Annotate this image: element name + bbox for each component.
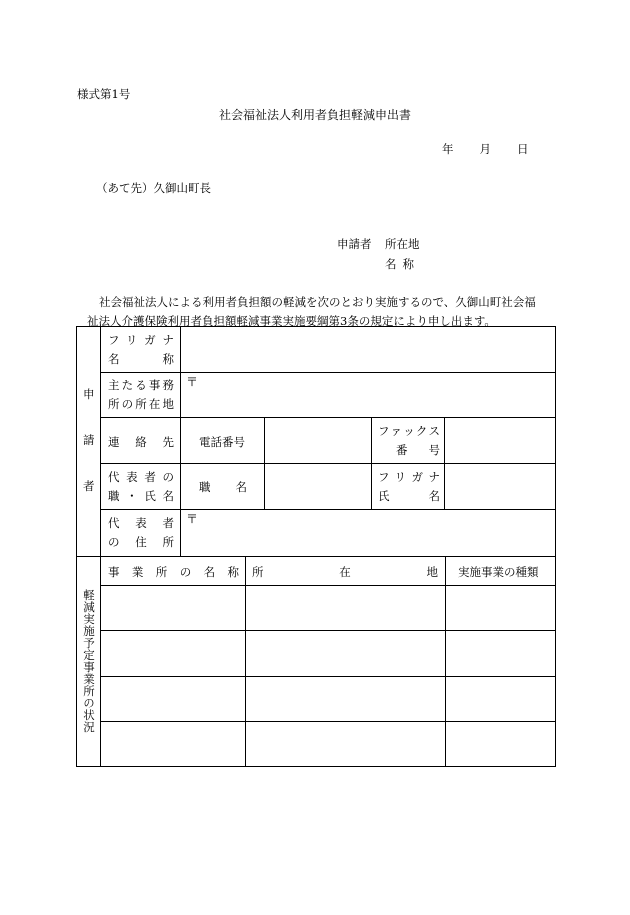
postal-mark: 〒 bbox=[186, 375, 199, 389]
fax-label-line-1: ファックス bbox=[378, 424, 440, 438]
applicant-name-label: 名称 bbox=[385, 257, 420, 271]
rep-label-line-1: 代表者の bbox=[108, 470, 174, 484]
position-field[interactable] bbox=[265, 464, 371, 509]
rep-postal-mark: 〒 bbox=[186, 512, 199, 526]
statement-text bbox=[87, 293, 567, 331]
applicant-name-field[interactable] bbox=[181, 327, 555, 372]
fax-field[interactable] bbox=[445, 418, 555, 463]
contact-label-text: 連絡先 bbox=[108, 435, 174, 449]
rep-label-line-2: 職・氏名 bbox=[108, 489, 174, 503]
section-applicant-char-2: 請 bbox=[83, 433, 95, 447]
rep-furigana-line-2: 氏名 bbox=[378, 489, 440, 503]
section-applicant-label bbox=[83, 386, 95, 494]
contact-label bbox=[108, 434, 174, 450]
rep-address-line-1: 代表者 bbox=[108, 516, 174, 530]
office-row-3-location[interactable] bbox=[246, 677, 445, 721]
form-number: 様式第1号 bbox=[77, 87, 131, 101]
section-applicant-char-3: 者 bbox=[83, 479, 95, 493]
col-office-name-header bbox=[108, 564, 239, 580]
furigana-label: フリガナ bbox=[108, 333, 174, 347]
office-row-2-name[interactable] bbox=[101, 631, 245, 676]
section-offices-label: 軽減実施予定事業所の状況 bbox=[82, 589, 96, 733]
office-row-1-location[interactable] bbox=[246, 586, 445, 630]
rep-address-label bbox=[108, 514, 174, 552]
col-location-header bbox=[252, 564, 438, 580]
statement-line-2: 祉法人介護保険利用者負担額軽減事業実施要綱第3条の規定により申し出ます。 bbox=[87, 314, 496, 328]
office-address-label bbox=[108, 376, 174, 414]
office-row-2-location[interactable] bbox=[246, 631, 445, 676]
phone-field[interactable] bbox=[265, 418, 371, 463]
date-day: 日 bbox=[517, 142, 529, 156]
section-applicant-char-1: 申 bbox=[83, 387, 95, 401]
applicant-label: 申請者 bbox=[337, 237, 372, 251]
furigana-name-label bbox=[108, 331, 174, 369]
office-row-1-name[interactable] bbox=[101, 586, 245, 630]
office-address-field[interactable] bbox=[181, 373, 555, 417]
office-label-line-1: 主たる事務 bbox=[108, 378, 174, 392]
fax-label bbox=[378, 422, 440, 460]
office-label-line-2: 所の所在地 bbox=[108, 397, 174, 411]
statement-line-1: 社会福祉法人による利用者負担額の軽減を次のとおり実施するので、久御山町社会福 bbox=[99, 295, 536, 309]
position-label-text: 職名 bbox=[199, 480, 247, 494]
date-line bbox=[442, 141, 529, 157]
col-service-type-header: 実施事業の種類 bbox=[458, 565, 539, 579]
office-row-1-type[interactable] bbox=[446, 586, 555, 630]
rep-name-field[interactable] bbox=[445, 464, 555, 509]
date-year: 年 bbox=[442, 142, 454, 156]
applicant-address-label: 所在地 bbox=[385, 237, 420, 251]
rep-address-line-2: の住所 bbox=[108, 535, 174, 549]
office-row-4-location[interactable] bbox=[246, 722, 445, 766]
phone-label: 電話番号 bbox=[199, 435, 245, 449]
col-office-name-text: 事業所の名称 bbox=[108, 565, 239, 579]
date-month: 月 bbox=[479, 142, 491, 156]
office-row-4-type[interactable] bbox=[446, 722, 555, 766]
office-row-4-name[interactable] bbox=[101, 722, 245, 766]
rep-address-field[interactable] bbox=[181, 510, 555, 556]
addressee: （あて先）久御山町長 bbox=[96, 181, 211, 195]
office-row-2-type[interactable] bbox=[446, 631, 555, 676]
col-location-text: 所在地 bbox=[252, 565, 438, 579]
representative-label bbox=[108, 468, 174, 506]
position-label bbox=[199, 479, 247, 495]
fax-label-line-2: 番号 bbox=[396, 443, 440, 457]
office-row-3-name[interactable] bbox=[101, 677, 245, 721]
rep-furigana-line-1: フリガナ bbox=[378, 470, 440, 484]
document-title: 社会福祉法人利用者負担軽減申出書 bbox=[218, 108, 411, 122]
name-label: 名称 bbox=[108, 352, 174, 366]
rep-furigana-label bbox=[378, 468, 440, 506]
office-row-3-type[interactable] bbox=[446, 677, 555, 721]
